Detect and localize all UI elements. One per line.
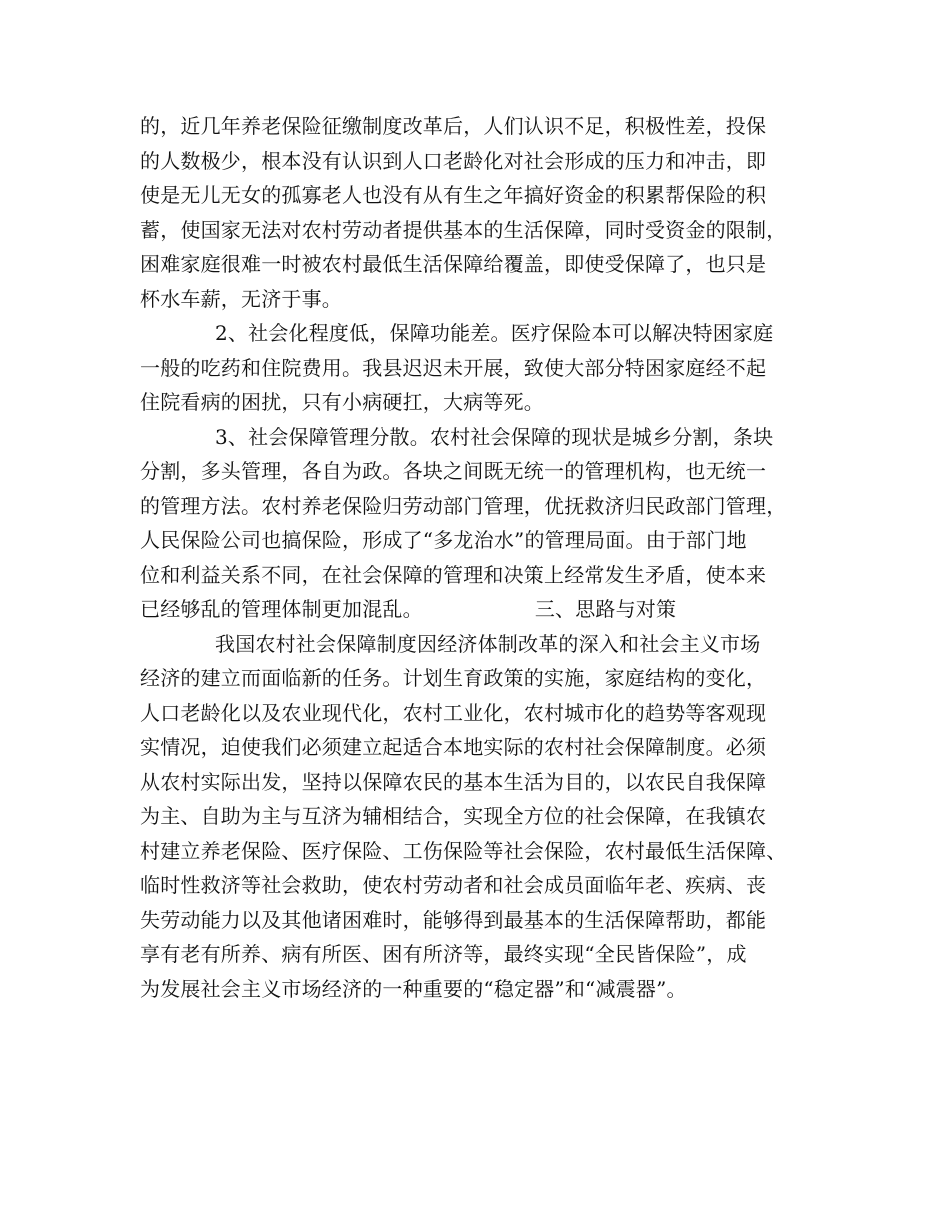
section-heading: 三、思路与对策 xyxy=(534,597,677,621)
text-line: 的，近几年养老保险征缴制度改革后，人们认识不足，积极性差，投保 xyxy=(140,114,767,138)
text-line: 失劳动能力以及其他诸困难时，能够得到最基本的生活保障帮助，都能 xyxy=(140,907,767,932)
text-line: 住院看病的困扰，只有小病硬扛，大病等死。 xyxy=(140,390,544,414)
text-line: 困难家庭很难一时被农村最低生活保障给覆盖，即使受保障了，也只是 xyxy=(140,252,767,276)
text-line: 分割，多头管理，各自为政。各块之间既无统一的管理机构，也无统一 xyxy=(140,459,767,483)
text-line: 位和利益关系不同，在社会保障的管理和决策上经常发生矛盾，使本来 xyxy=(140,562,767,587)
paragraph-end-text: 已经够乱的管理体制更加混乱。 xyxy=(140,597,423,621)
text-line: 我国农村社会保障制度因经济体制改革的深入和社会主义市场 xyxy=(215,631,761,656)
text-line: 2、社会化程度低，保障功能差。医疗保险本可以解决特困家庭 xyxy=(215,321,774,345)
document-body xyxy=(140,109,820,1006)
text-line: 蓄，使国家无法对农村劳动者提供基本的生活保障，同时受资金的限制， xyxy=(140,217,787,242)
text-line: 实情况，迫使我们必须建立起适合本地实际的农村社会保障制度。必须 xyxy=(140,735,767,759)
text-line: 人口老龄化以及农业现代化，农村工业化，农村城市化的趋势等客观现 xyxy=(140,700,767,725)
text-line: 享有老有所养、病有所医、困有所济等，最终实现“全民皆保险”，成 xyxy=(140,942,747,966)
text-line: 村建立养老保险、医疗保险、工伤保险等社会保险，农村最低生活保障、 xyxy=(140,838,787,863)
text-line: 3、社会保障管理分散。农村社会保障的现状是城乡分割，条块 xyxy=(215,424,774,449)
text-line: 使是无儿无女的孤寡老人也没有从有生之年搞好资金的积累帮保险的积 xyxy=(140,183,767,207)
text-line: 杯水车薪，无济于事。 xyxy=(140,286,342,311)
text-line: 的人数极少，根本没有认识到人口老龄化对社会形成的压力和冲击，即 xyxy=(140,148,767,173)
text-line: 为主、自助为主与互济为辅相结合，实现全方位的社会保障，在我镇农 xyxy=(140,804,767,828)
text-line: 从农村实际出发，坚持以保障农民的基本生活为目的，以农民自我保障 xyxy=(140,769,767,794)
text-line: 一般的吃药和住院费用。我县迟迟未开展，致使大部分特困家庭经不起 xyxy=(140,355,767,380)
text-line: 为发展社会主义市场经济的一种重要的“稳定器”和“减震器”。 xyxy=(140,976,687,1001)
text-line: 临时性救济等社会救助，使农村劳动者和社会成员面临年老、疾病、丧 xyxy=(140,873,767,897)
text-line: 经济的建立而面临新的任务。计划生育政策的实施，家庭结构的变化， xyxy=(140,666,767,690)
text-line: 的管理方法。农村养老保险归劳动部门管理，优抚救济归民政部门管理， xyxy=(140,493,787,518)
text-line xyxy=(140,592,820,627)
text-line: 人民保险公司也搞保险，形成了“多龙治水”的管理局面。由于部门地 xyxy=(140,528,747,552)
